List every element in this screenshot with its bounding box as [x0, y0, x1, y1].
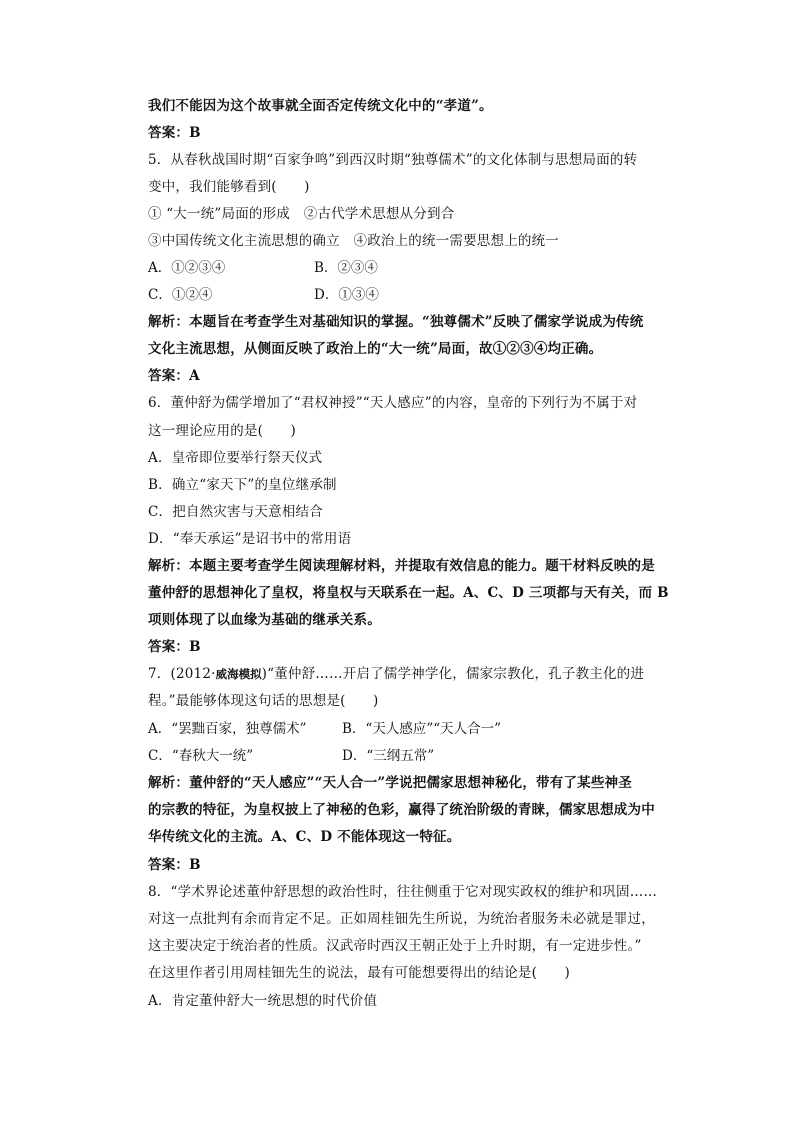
question-7-options-cd [148, 747, 435, 765]
option-a: A．①②③④ [148, 260, 226, 276]
explanation-line: 文化主流思想，从侧面反映了政治上的“大一统”局面，故①②③④均正确。 [148, 341, 603, 357]
question-number: 7．(2012· [148, 666, 216, 682]
question-7-options-ab [148, 720, 502, 738]
answer-line: 答案：B [148, 857, 201, 873]
explanation-line: 解析：本题旨在考查学生对基础知识的掌握。“独尊儒术”反映了儒家学说成为传统 [148, 314, 644, 330]
option-d: D．“三纲五常” [342, 748, 435, 764]
question-5-items-1: ① “大一统”局面的形成 ②古代学术思想从分到合 [148, 206, 455, 222]
question-5-items-2: ③中国传统文化主流思想的确立 ④政治上的统一需要思想上的统一 [148, 233, 559, 249]
question-text: )“董仲舒……开启了儒学神学化，儒家宗教化，孔子教主化的进 [261, 666, 645, 682]
question-8-line-1: 8．“学术界论述董仲舒思想的政治性时，往往侧重于它对现实政权的维护和巩固…… [148, 884, 658, 900]
question-5-line-2: 变中，我们能够看到( ) [148, 179, 310, 195]
question-5-options-cd [148, 286, 379, 304]
question-8-line-4: 在这里作者引用周桂钿先生的说法，最有可能想要得出的结论是( ) [148, 965, 570, 981]
answer-line: 答案：B [148, 125, 201, 141]
explanation-line: 项则体现了以血缘为基础的继承关系。 [148, 612, 381, 628]
explanation-line: 的宗教的特征，为皇权披上了神秘的色彩，赢得了统治阶级的青睐，儒家思想成为中 [148, 802, 655, 818]
option-a: A．肯定董仲舒大一统思想的时代价值 [148, 993, 378, 1009]
option-c: C．“春秋大一统” [148, 748, 254, 764]
explanation-line: 解析：董仲舒的“天人感应”“天人合一”学说把儒家思想神秘化，带有了某些神圣 [148, 775, 632, 791]
question-8-line-3: 这主要决定于统治者的性质。汉武帝时西汉王朝正处于上升时期，有一定进步性。” [148, 938, 642, 954]
question-5-options-ab [148, 259, 378, 277]
option-d: D．“奉天承运”是诏书中的常用语 [148, 531, 352, 547]
explanation-line: 华传统文化的主流。A、C、D 不能体现这一特征。 [148, 829, 461, 845]
option-d: D．①③④ [314, 287, 379, 303]
option-c: C．把自然灾害与天意相结合 [148, 504, 323, 520]
option-b: B．确立“家天下”的皇位继承制 [148, 477, 337, 493]
question-7-line-2: 程。”最能够体现这句话的思想是( ) [148, 693, 379, 709]
question-8-line-2: 对这一点批判有余而肯定不足。正如周桂钿先生所说，为统治者服务未必就是罪过， [148, 911, 655, 927]
option-a: A．“罢黜百家，独尊儒术” [148, 721, 307, 737]
option-c: C．①②④ [148, 287, 213, 303]
question-6-line-2: 这一理论应用的是( ) [148, 423, 296, 439]
text-line: 我们不能因为这个故事就全面否定传统文化中的“孝道”。 [148, 98, 493, 114]
question-7-line-1 [148, 665, 644, 683]
option-b: B．②③④ [314, 260, 378, 276]
question-5-line-1: 5．从春秋战国时期“百家争鸣”到西汉时期“独尊儒术”的文化体制与思想局面的转 [148, 152, 638, 168]
answer-line: 答案：B [148, 639, 201, 655]
option-a: A．皇帝即位要举行祭天仪式 [148, 450, 323, 466]
question-6-line-1: 6．董仲舒为儒学增加了“君权神授”“天人感应”的内容，皇帝的下列行为不属于对 [148, 395, 638, 411]
answer-line: 答案：A [148, 368, 200, 384]
explanation-line: 董仲舒的思想神化了皇权，将皇权与天联系在一起。A、C、D 三项都与天有关，而 B [148, 585, 669, 601]
explanation-line: 解析：本题主要考查学生阅读理解材料，并提取有效信息的能力。题干材料反映的是 [148, 558, 655, 574]
source-label: 威海模拟 [215, 667, 262, 681]
option-b: B．“天人感应”“天人合一” [342, 721, 502, 737]
